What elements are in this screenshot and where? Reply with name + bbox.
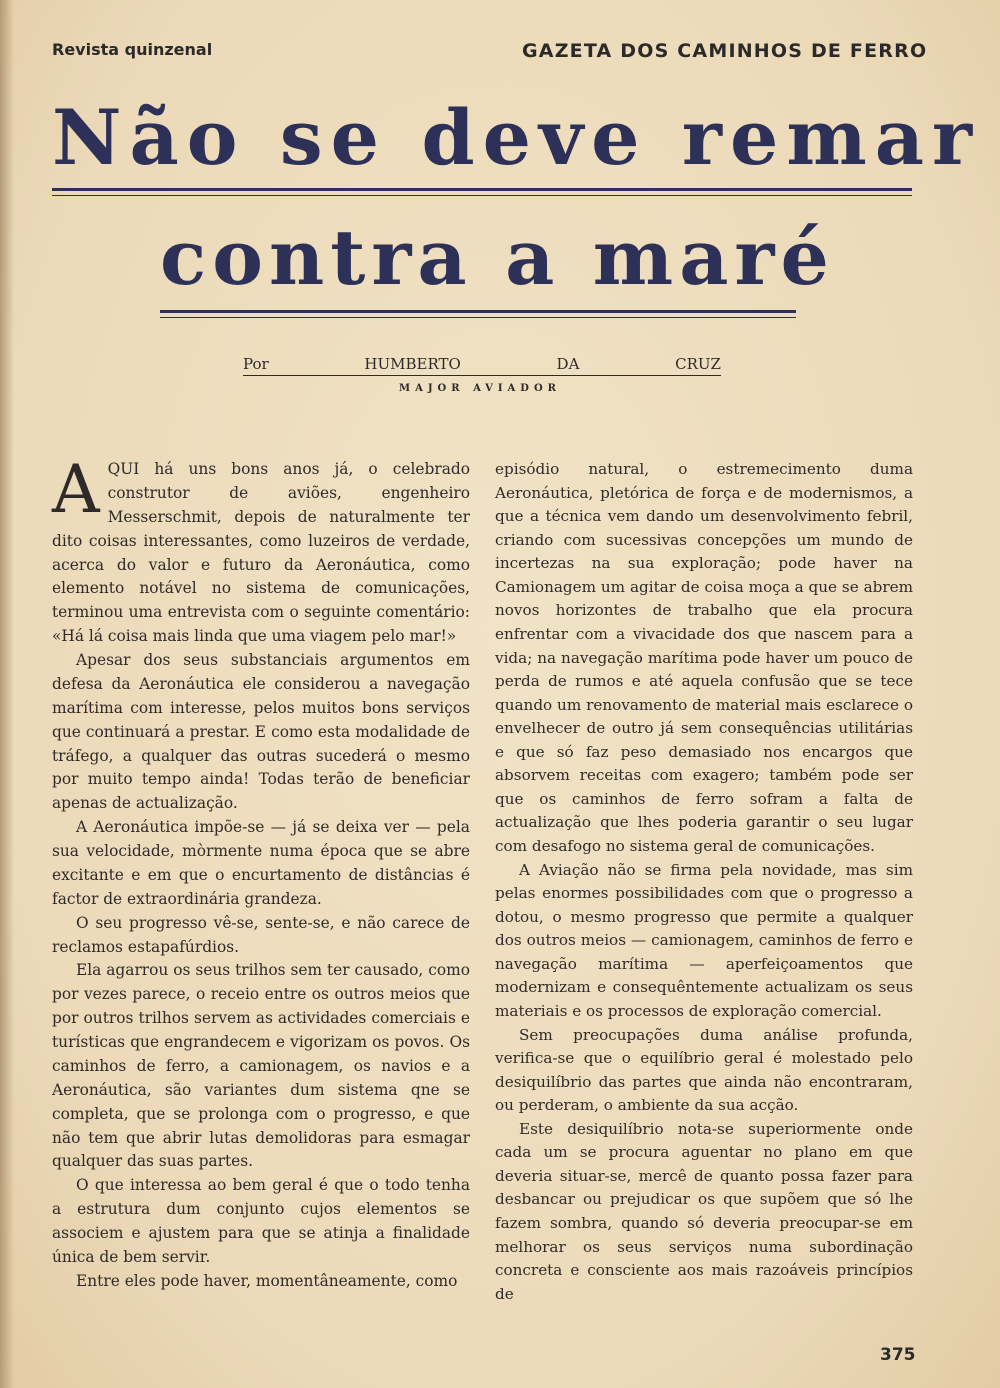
- paragraph: Ela agarrou os seus trilhos sem ter causado, como por vezes parece, o receio entre os outros meios que por outros trilhos servem as actividades comerciais e turísticas que engrandecem e vigorizam os povos. Os caminhos de ferro, a camionagem, os navios e a Aeronáutica, são variantes dum sistema qne se completa, que se prolonga com o progresso, e que não tem que abrir lutas demolidoras para esmagar qualquer das suas partes.: [52, 961, 470, 1171]
- byline-word: CRUZ: [675, 355, 721, 373]
- paragraph: Este desiquilíbrio nota-se superiormente onde cada um se procura aguentar no plano em que deveria situar-se, mercê de quanto possa fazer para desbancar ou prejudicar os que supõem que só lhe fazem sombra, quando só deveria preocupar-se em melhorar os seus serviços numa subordinação concreta e consciente aos mais razoáveis princípios de: [495, 1119, 913, 1303]
- running-header-left: Revista quinzenal: [52, 40, 213, 59]
- byline-word: HUMBERTO: [364, 355, 461, 373]
- page-number: 375: [880, 1345, 916, 1365]
- paragraph: Sem preocupações duma análise profunda, verifica-se que o equilíbrio geral é molestado pelo desiquilíbrio das partes que ainda não encontraram, ou perderam, o ambiente da sua acção.: [495, 1025, 913, 1115]
- paragraph: AQUI há uns bons anos já, o celebrado construtor de aviões, engenheiro Messerschmit, depois de naturalmente ter dito coisas interessantes, como luzeiros de verdade, acerca do valor e futuro da Aeronáutica, como elemento notável no sistema de comunicações, terminou uma entrevista com o seguinte comentário: «Há lá coisa mais linda que uma viagem pelo mar!»: [52, 451, 470, 646]
- paragraph: O que interessa ao bem geral é que o todo tenha a estrutura dum conjunto cujos elementos se associem e ajustem para que se atinja a finalidade única de bem servir.: [52, 1176, 470, 1266]
- author-role: MAJOR AVIADOR: [399, 383, 561, 394]
- title-rule-2-thin: [160, 317, 796, 318]
- title-rule-2-thick: [160, 310, 796, 313]
- byline-word: Por: [243, 355, 269, 373]
- paragraph: O seu progresso vê-se, sente-se, e não carece de reclamos estapafúrdios.: [52, 913, 470, 956]
- article-title-line-1: Não se deve remar: [52, 93, 981, 182]
- paragraph: Entre eles pode haver, momentâneamente, como: [76, 1271, 458, 1290]
- byline: [243, 355, 721, 376]
- paragraph: Apesar dos seus substanciais argumentos em defesa da Aeronáutica ele considerou a navegação marítima com interesse, pelos muitos bons serviços que continuará a prestar. E como esta modalidade de tráfego, a qualquer das outras sucederá o mesmo por muito tempo ainda! Todas terão de beneficiar apenas de actualização.: [52, 651, 470, 813]
- running-header-right: GAZETA DOS CAMINHOS DE FERRO: [522, 40, 928, 62]
- page-binding-shadow: [0, 0, 14, 1388]
- drop-cap: A: [52, 451, 100, 528]
- byline-word: DA: [556, 355, 580, 373]
- paragraph: episódio natural, o estremecimento duma Aeronáutica, pletórica de força e de modernismos, a que a técnica vem dando um desenvolvimento febril, criando com sucessivas concepções um mundo de incertezas na sua exploração; pode haver na Camionagem um agitar de coisa moça a que se abrem novos horizontes de trabalho que ela procura enfrentar com a vivacidade dos que nascem para a vida; na navegação marítima pode haver um pouco de perda de rumos e até aquela confusão que se tece quando um renovamento de material mais esclarece o envelhecer de outro já sem consequências utilitárias e que só faz peso demasiado nos encargos que absorvem receitas com exagero; também pode ser que os caminhos de ferro sofram a falta de actualização que lhes poderia garantir o seu lugar com desafogo no sistema geral de comunicações.: [495, 460, 913, 855]
- article-column-right: [495, 458, 913, 1306]
- article-title-line-2: contra a maré: [160, 213, 835, 302]
- article-column-left: [52, 451, 470, 1294]
- paragraph: A Aeronáutica impõe-se — já se deixa ver — pela sua velocidade, mòrmente numa época que se abre excitante e em que o encurtamento de distâncias é factor de extraordinária grandeza.: [52, 818, 470, 908]
- paragraph: A Aviação não se firma pela novidade, mas sim pelas enormes possibilidades com que o progresso a dotou, o mesmo progresso que permite a qualquer dos outros meios — camionagem, caminhos de ferro e navegação marítima — aperfeiçoamentos que modernizam e consequêntemente actualizam os seus materiais e os processos de exploração comercial.: [495, 860, 913, 1020]
- title-rule-thick: [52, 188, 912, 191]
- title-rule-thin: [52, 195, 912, 196]
